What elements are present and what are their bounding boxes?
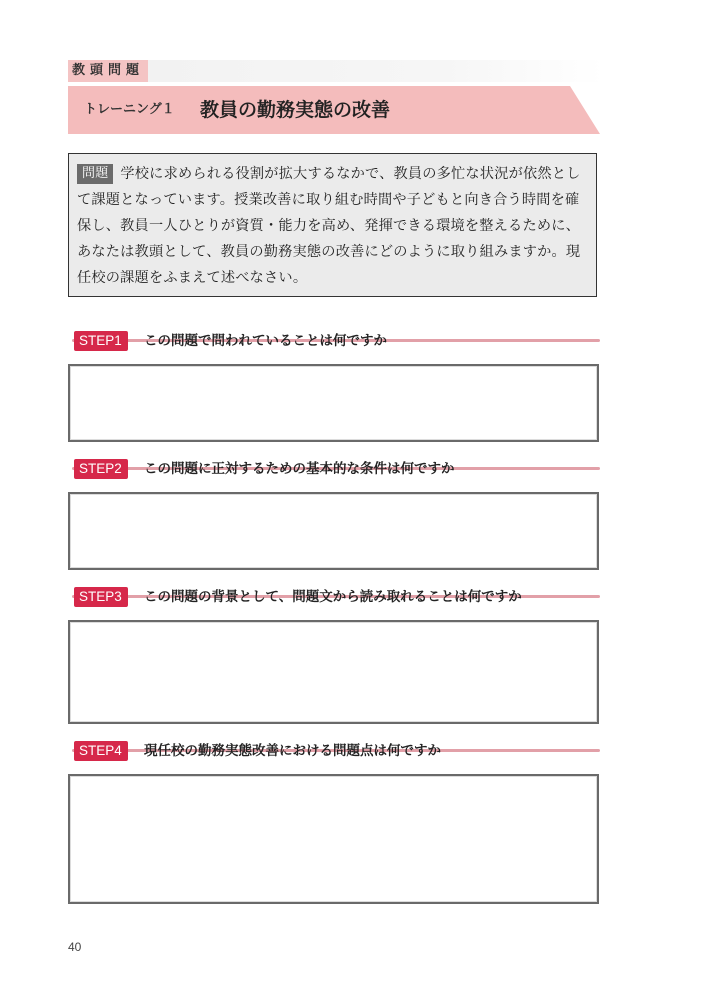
problem-tag: 問題 — [77, 164, 113, 184]
step2-answer-box[interactable] — [68, 492, 599, 570]
step2-question: この問題に正対するための基本的な条件は何ですか — [144, 461, 455, 477]
category-header — [68, 60, 604, 82]
step4-question: 現任校の勤務実態改善における問題点は何ですか — [144, 743, 441, 759]
step1-badge: STEP1 — [74, 331, 128, 351]
step3-answer-box[interactable] — [68, 620, 599, 724]
page-title: 教員の勤務実態の改善 — [200, 99, 391, 121]
step3-question: この問題の背景として、問題文から読み取れることは何ですか — [144, 589, 522, 605]
step4-header — [68, 740, 600, 762]
title-banner — [68, 86, 600, 134]
page-number: 40 — [68, 940, 82, 954]
step1-question: この問題で問われていることは何ですか — [144, 333, 387, 349]
step4-answer-box[interactable] — [68, 774, 599, 904]
step3-badge: STEP3 — [74, 587, 128, 607]
problem-box — [68, 153, 597, 297]
step4-badge: STEP4 — [74, 741, 128, 761]
step3-header — [68, 586, 600, 608]
category-label: 教頭問題 — [68, 60, 148, 82]
problem-text: 学校に求められる役割が拡大するなかで、教員の多忙な状況が依然として課題となっています。授業改善に取り組む時間や子どもと向き合う時間を確保し、教員一人ひとりが資質・能力を高め、発揮できる環境を整えるために、あなたは教頭として、教員の勤務実態の改善にどのように取り組みますか。現任校の課題をふまえて述べなさい。 — [77, 166, 581, 286]
step2-header — [68, 458, 600, 480]
training-label: トレーニング１ — [84, 102, 175, 117]
step1-answer-box[interactable] — [68, 364, 599, 442]
step1-header — [68, 330, 600, 352]
step2-badge: STEP2 — [74, 459, 128, 479]
